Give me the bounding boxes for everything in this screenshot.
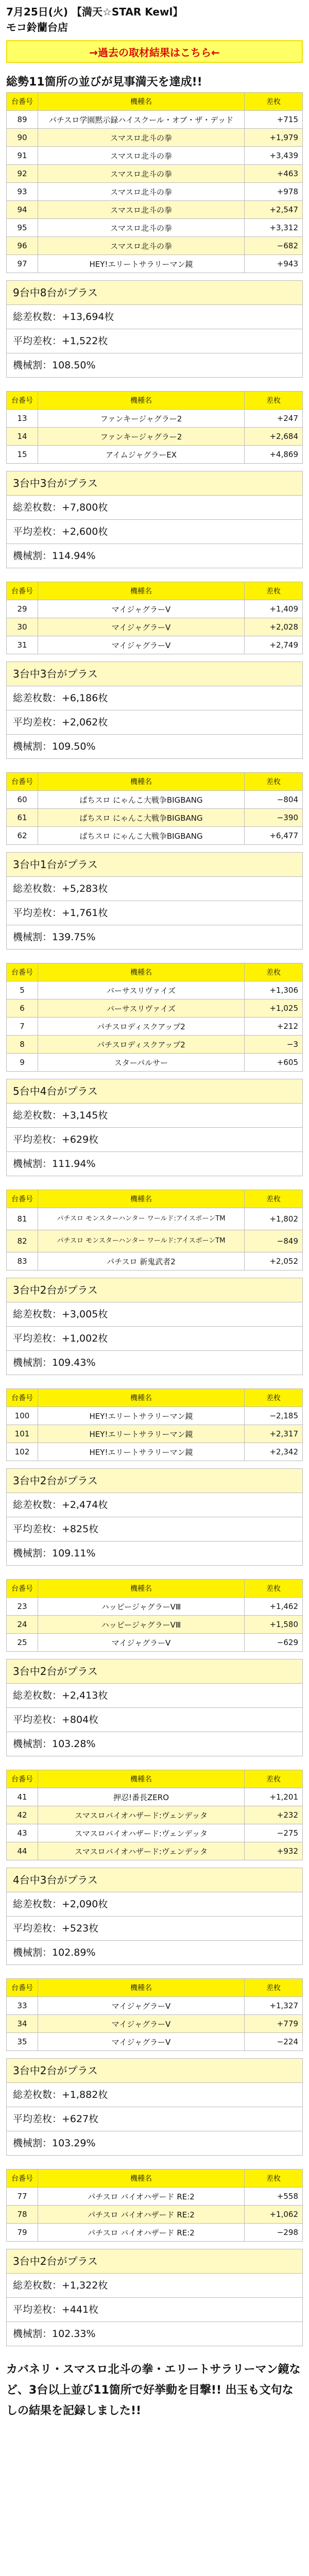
- machine-number: 82: [7, 1230, 38, 1252]
- result-table: [6, 582, 303, 654]
- result-block: [6, 2169, 303, 2346]
- table-header-row: [7, 1389, 303, 1407]
- average-difference: 平均差枚：+1,761枚: [7, 901, 302, 925]
- coin-difference: +1,025: [245, 999, 303, 1018]
- total-difference: 総差枚数：+1,322枚: [7, 2274, 302, 2298]
- table-row: [7, 1806, 303, 1824]
- machine-name: ぱちスロ にゃんこ大戦争BIGBANG: [38, 809, 245, 827]
- column-header: 機種名: [38, 93, 245, 111]
- average-difference: 平均差枚：+629枚: [7, 1128, 302, 1152]
- table-header-row: [7, 1580, 303, 1598]
- block-summary: [6, 1468, 303, 1566]
- payout-rate: 機械割：109.43%: [13, 1357, 96, 1368]
- coin-difference: +1,062: [245, 2206, 303, 2224]
- table-row: [7, 2015, 303, 2033]
- column-header: 機種名: [38, 1770, 245, 1788]
- coin-difference: +943: [245, 255, 303, 273]
- machine-name: パチスロディスクアップ2: [38, 1036, 245, 1054]
- table-row: [7, 2206, 303, 2224]
- coin-difference: +978: [245, 183, 303, 201]
- coin-difference: +247: [245, 410, 303, 428]
- block-summary: [6, 2249, 303, 2346]
- plus-count: 5台中4台がプラス: [7, 1079, 302, 1104]
- block-summary: [6, 2058, 303, 2156]
- coin-difference: −682: [245, 237, 303, 255]
- table-row: [7, 1842, 303, 1860]
- coin-difference: +1,802: [245, 1208, 303, 1230]
- column-header: 差枚: [245, 963, 303, 981]
- machine-name: ぱちスロ にゃんこ大戦争BIGBANG: [38, 827, 245, 845]
- machine-number: 13: [7, 410, 38, 428]
- coin-difference: −804: [245, 791, 303, 809]
- coin-difference: +715: [245, 111, 303, 129]
- block-summary: [6, 1868, 303, 1965]
- result-block: [6, 1770, 303, 1965]
- average-difference: 平均差枚：+2,062枚: [7, 710, 302, 735]
- column-header: 差枚: [245, 773, 303, 791]
- table-row: [7, 1407, 303, 1425]
- coin-difference: −275: [245, 1824, 303, 1842]
- column-header: 差枚: [245, 2170, 303, 2188]
- column-header: 台番号: [7, 1979, 38, 1997]
- machine-name: マイジャグラーV: [38, 600, 245, 618]
- machine-name: スマスロ北斗の拳: [38, 237, 245, 255]
- page-title: 7月25日(火) 【満天☆STAR Kewl】: [6, 6, 183, 18]
- column-header: 差枚: [245, 1770, 303, 1788]
- machine-number: 61: [7, 809, 38, 827]
- table-row: [7, 1425, 303, 1443]
- result-block: [6, 772, 303, 950]
- table-row: [7, 428, 303, 446]
- result-table: [6, 963, 303, 1072]
- table-row: [7, 2188, 303, 2206]
- table-header-row: [7, 773, 303, 791]
- machine-name: パチスロ 新鬼武者2: [38, 1252, 245, 1270]
- machine-name: スマスロ北斗の拳: [38, 219, 245, 237]
- total-difference: 総差枚数：+1,882枚: [7, 2083, 302, 2107]
- table-row: [7, 1252, 303, 1270]
- column-header: 機種名: [38, 582, 245, 600]
- payout-rate: 機械割：103.28%: [13, 1738, 96, 1750]
- coin-difference: −390: [245, 809, 303, 827]
- machine-name: スマスロ北斗の拳: [38, 129, 245, 147]
- block-summary: [6, 471, 303, 568]
- machine-number: 35: [7, 2033, 38, 2051]
- table-row: [7, 791, 303, 809]
- table-row: [7, 636, 303, 654]
- table-header-row: [7, 392, 303, 410]
- coin-difference: +1,306: [245, 981, 303, 999]
- payout-rate: 機械割：114.94%: [13, 550, 96, 562]
- table-header-row: [7, 93, 303, 111]
- total-difference: 総差枚数：+2,090枚: [7, 1892, 302, 1917]
- block-summary: [6, 1079, 303, 1176]
- result-block: [6, 963, 303, 1176]
- column-header: 台番号: [7, 1770, 38, 1788]
- table-row: [7, 827, 303, 845]
- column-header: 差枚: [245, 1190, 303, 1208]
- result-block: [6, 1978, 303, 2156]
- machine-name: 押忍!番長ZERO: [38, 1788, 245, 1806]
- total-difference: 総差枚数：+2,413枚: [7, 1684, 302, 1708]
- machine-name: マイジャグラーV: [38, 1997, 245, 2015]
- result-table: [6, 391, 303, 464]
- total-difference: 総差枚数：+3,145枚: [7, 1104, 302, 1128]
- machine-name: ハッピージャグラーVⅢ: [38, 1598, 245, 1616]
- plus-count: 4台中3台がプラス: [7, 1868, 302, 1892]
- result-block: [6, 391, 303, 568]
- coin-difference: +1,979: [245, 129, 303, 147]
- machine-number: 14: [7, 428, 38, 446]
- plus-count: 3台中3台がプラス: [7, 471, 302, 496]
- machine-name: HEY!エリートサラリーマン鏡: [38, 1443, 245, 1461]
- machine-number: 6: [7, 999, 38, 1018]
- table-row: [7, 1018, 303, 1036]
- table-row: [7, 618, 303, 636]
- machine-name: スターパルサー: [38, 1054, 245, 1072]
- column-header: 機種名: [38, 1580, 245, 1598]
- result-table: [6, 1190, 303, 1270]
- machine-number: 79: [7, 2224, 38, 2242]
- machine-number: 60: [7, 791, 38, 809]
- average-difference: 平均差枚：+1,522枚: [7, 329, 302, 353]
- result-block: [6, 1388, 303, 1566]
- coin-difference: +2,684: [245, 428, 303, 446]
- column-header: 差枚: [245, 1389, 303, 1407]
- result-table: [6, 772, 303, 845]
- machine-number: 94: [7, 201, 38, 219]
- table-row: [7, 129, 303, 147]
- coin-difference: +232: [245, 1806, 303, 1824]
- coin-difference: +2,052: [245, 1252, 303, 1270]
- page-header: [0, 0, 309, 35]
- column-header: 台番号: [7, 582, 38, 600]
- machine-number: 33: [7, 1997, 38, 2015]
- machine-name: マイジャグラーV: [38, 2033, 245, 2051]
- result-table: [6, 1978, 303, 2051]
- table-header-row: [7, 1979, 303, 1997]
- column-header: 台番号: [7, 93, 38, 111]
- plus-count: 3台中2台がプラス: [7, 1278, 302, 1302]
- total-difference: 総差枚数：+3,005枚: [7, 1302, 302, 1327]
- column-header: 差枚: [245, 93, 303, 111]
- machine-name: ファンキージャグラー2: [38, 428, 245, 446]
- payout-rate: 機械割：108.50%: [13, 360, 96, 371]
- table-header-row: [7, 2170, 303, 2188]
- machine-number: 5: [7, 981, 38, 999]
- total-difference: 総差枚数：+2,474枚: [7, 1493, 302, 1517]
- result-table: [6, 1770, 303, 1860]
- column-header: 差枚: [245, 1580, 303, 1598]
- machine-number: 102: [7, 1443, 38, 1461]
- coin-difference: +463: [245, 165, 303, 183]
- coin-difference: +932: [245, 1842, 303, 1860]
- table-row: [7, 1208, 303, 1230]
- machine-number: 96: [7, 237, 38, 255]
- plus-count: 3台中2台がプラス: [7, 2059, 302, 2083]
- average-difference: 平均差枚：+804枚: [7, 1708, 302, 1732]
- machine-name: パチスロ バイオハザード RE:2: [38, 2206, 245, 2224]
- machine-name: HEY!エリートサラリーマン鏡: [38, 1425, 245, 1443]
- machine-number: 24: [7, 1616, 38, 1634]
- machine-name: ハッピージャグラーVⅢ: [38, 1616, 245, 1634]
- headline: 総勢11箇所の並びが見事満天を達成!!: [6, 76, 202, 89]
- table-row: [7, 1997, 303, 2015]
- machine-number: 42: [7, 1806, 38, 1824]
- machine-name: スマスロ北斗の拳: [38, 183, 245, 201]
- result-block: [6, 1190, 303, 1375]
- machine-number: 9: [7, 1054, 38, 1072]
- coin-difference: +2,342: [245, 1443, 303, 1461]
- result-block: [6, 582, 303, 759]
- result-table: [6, 92, 303, 273]
- block-summary: [6, 662, 303, 759]
- payout-rate: 機械割：111.94%: [13, 1158, 96, 1170]
- footer-text: カバネリ・スマスロ北斗の拳・エリートサラリーマン鏡など、3台以上並び11箇所で好挙動を目撃!! 出玉も文句なしの結果を記録しました!!: [6, 2363, 301, 2417]
- machine-number: 34: [7, 2015, 38, 2033]
- coin-difference: +3,439: [245, 147, 303, 165]
- coin-difference: +3,312: [245, 219, 303, 237]
- coin-difference: +2,547: [245, 201, 303, 219]
- coin-difference: +2,749: [245, 636, 303, 654]
- machine-name: スマスロ北斗の拳: [38, 201, 245, 219]
- machine-name: スマスロバイオハザード:ヴェンデッタ: [38, 1824, 245, 1842]
- table-row: [7, 1230, 303, 1252]
- payout-rate: 機械割：102.33%: [13, 2328, 96, 2340]
- coin-difference: +1,462: [245, 1598, 303, 1616]
- average-difference: 平均差枚：+1,002枚: [7, 1327, 302, 1351]
- table-row: [7, 2224, 303, 2242]
- machine-number: 25: [7, 1634, 38, 1652]
- table-row: [7, 111, 303, 129]
- block-summary: [6, 1659, 303, 1756]
- column-header: 機種名: [38, 392, 245, 410]
- table-row: [7, 981, 303, 999]
- total-difference: 総差枚数：+6,186枚: [7, 686, 302, 710]
- machine-name: マイジャグラーV: [38, 2015, 245, 2033]
- coin-difference: +4,869: [245, 446, 303, 464]
- average-difference: 平均差枚：+523枚: [7, 1917, 302, 1941]
- result-table: [6, 1579, 303, 1652]
- table-row: [7, 201, 303, 219]
- column-header: 機種名: [38, 1979, 245, 1997]
- results-list: [0, 92, 309, 2346]
- machine-number: 41: [7, 1788, 38, 1806]
- table-row: [7, 219, 303, 237]
- total-difference: 総差枚数：+7,800枚: [7, 496, 302, 520]
- machine-number: 90: [7, 129, 38, 147]
- table-row: [7, 1598, 303, 1616]
- machine-name: マイジャグラーV: [38, 636, 245, 654]
- coin-difference: +1,580: [245, 1616, 303, 1634]
- machine-number: 101: [7, 1425, 38, 1443]
- machine-name: スマスロバイオハザード:ヴェンデッタ: [38, 1842, 245, 1860]
- machine-number: 44: [7, 1842, 38, 1860]
- coin-difference: +1,409: [245, 600, 303, 618]
- table-row: [7, 183, 303, 201]
- column-header: 機種名: [38, 1389, 245, 1407]
- result-block: [6, 1579, 303, 1756]
- machine-number: 97: [7, 255, 38, 273]
- table-row: [7, 1054, 303, 1072]
- payout-rate: 機械割：103.29%: [13, 2138, 96, 2149]
- machine-name: ファンキージャグラー2: [38, 410, 245, 428]
- payout-rate: 機械割：109.11%: [13, 1548, 96, 1559]
- machine-number: 43: [7, 1824, 38, 1842]
- plus-count: 3台中2台がプラス: [7, 1659, 302, 1684]
- coin-difference: −629: [245, 1634, 303, 1652]
- column-header: 機種名: [38, 773, 245, 791]
- machine-name: スマスロ北斗の拳: [38, 165, 245, 183]
- column-header: 台番号: [7, 2170, 38, 2188]
- table-row: [7, 165, 303, 183]
- machine-number: 83: [7, 1252, 38, 1270]
- table-row: [7, 809, 303, 827]
- machine-name: パチスロ モンスターハンター ワールド:アイスボーンTM: [38, 1230, 245, 1252]
- plus-count: 3台中3台がプラス: [7, 662, 302, 686]
- table-row: [7, 237, 303, 255]
- table-row: [7, 1616, 303, 1634]
- average-difference: 平均差枚：+627枚: [7, 2107, 302, 2131]
- table-header-row: [7, 1190, 303, 1208]
- total-difference: 総差枚数：+13,694枚: [7, 305, 302, 329]
- table-header-row: [7, 582, 303, 600]
- machine-number: 77: [7, 2188, 38, 2206]
- payout-rate: 機械割：139.75%: [13, 931, 96, 943]
- table-row: [7, 1036, 303, 1054]
- machine-name: スマスロ北斗の拳: [38, 147, 245, 165]
- result-block: [6, 92, 303, 378]
- machine-name: パチスロ モンスターハンター ワールド:アイスボーンTM: [38, 1208, 245, 1230]
- coin-difference: +2,028: [245, 618, 303, 636]
- machine-number: 29: [7, 600, 38, 618]
- table-row: [7, 147, 303, 165]
- column-header: 機種名: [38, 2170, 245, 2188]
- machine-number: 7: [7, 1018, 38, 1036]
- machine-name: ぱちスロ にゃんこ大戦争BIGBANG: [38, 791, 245, 809]
- machine-number: 15: [7, 446, 38, 464]
- table-row: [7, 1634, 303, 1652]
- result-table: [6, 1388, 303, 1461]
- machine-name: バーサスリヴァイズ: [38, 981, 245, 999]
- table-row: [7, 1443, 303, 1461]
- column-header: 機種名: [38, 1190, 245, 1208]
- table-header-row: [7, 963, 303, 981]
- table-row: [7, 2033, 303, 2051]
- coin-difference: −3: [245, 1036, 303, 1054]
- coin-difference: +779: [245, 2015, 303, 2033]
- coin-difference: +1,201: [245, 1788, 303, 1806]
- machine-name: アイムジャグラーEX: [38, 446, 245, 464]
- machine-number: 23: [7, 1598, 38, 1616]
- column-header: 台番号: [7, 1580, 38, 1598]
- table-row: [7, 999, 303, 1018]
- machine-number: 81: [7, 1208, 38, 1230]
- coin-difference: +212: [245, 1018, 303, 1036]
- machine-number: 78: [7, 2206, 38, 2224]
- coin-difference: +605: [245, 1054, 303, 1072]
- machine-name: パチスロ バイオハザード RE:2: [38, 2188, 245, 2206]
- block-summary: [6, 280, 303, 378]
- result-table: [6, 2169, 303, 2242]
- average-difference: 平均差枚：+441枚: [7, 2298, 302, 2322]
- table-row: [7, 255, 303, 273]
- table-row: [7, 410, 303, 428]
- column-header: 差枚: [245, 582, 303, 600]
- column-header: 台番号: [7, 392, 38, 410]
- table-row: [7, 600, 303, 618]
- block-summary: [6, 1278, 303, 1375]
- coin-difference: −298: [245, 2224, 303, 2242]
- column-header: 機種名: [38, 963, 245, 981]
- machine-number: 31: [7, 636, 38, 654]
- column-header: 差枚: [245, 1979, 303, 1997]
- plus-count: 9台中8台がプラス: [7, 281, 302, 305]
- machine-number: 92: [7, 165, 38, 183]
- column-header: 台番号: [7, 1389, 38, 1407]
- column-header: 台番号: [7, 1190, 38, 1208]
- machine-number: 95: [7, 219, 38, 237]
- machine-number: 30: [7, 618, 38, 636]
- plus-count: 3台中2台がプラス: [7, 1469, 302, 1493]
- machine-name: パチスロ バイオハザード RE:2: [38, 2224, 245, 2242]
- machine-name: パチスロディスクアップ2: [38, 1018, 245, 1036]
- average-difference: 平均差枚：+2,600枚: [7, 520, 302, 544]
- machine-number: 8: [7, 1036, 38, 1054]
- table-header-row: [7, 1770, 303, 1788]
- table-row: [7, 1788, 303, 1806]
- coin-difference: +2,317: [245, 1425, 303, 1443]
- coin-difference: +1,327: [245, 1997, 303, 2015]
- table-row: [7, 1824, 303, 1842]
- machine-name: マイジャグラーV: [38, 1634, 245, 1652]
- total-difference: 総差枚数：+5,283枚: [7, 877, 302, 901]
- past-results-link[interactable]: →過去の取材結果はこちら←: [6, 40, 303, 63]
- machine-number: 62: [7, 827, 38, 845]
- column-header: 台番号: [7, 773, 38, 791]
- machine-number: 89: [7, 111, 38, 129]
- payout-rate: 機械割：102.89%: [13, 1947, 96, 1958]
- coin-difference: −849: [245, 1230, 303, 1252]
- machine-number: 91: [7, 147, 38, 165]
- table-row: [7, 446, 303, 464]
- coin-difference: −224: [245, 2033, 303, 2051]
- plus-count: 3台中2台がプラス: [7, 2249, 302, 2274]
- payout-rate: 機械割：109.50%: [13, 741, 96, 752]
- coin-difference: +558: [245, 2188, 303, 2206]
- machine-name: パチスロ学園黙示録ハイスクール・オブ・ザ・デッド: [38, 111, 245, 129]
- coin-difference: −2,185: [245, 1407, 303, 1425]
- coin-difference: +6,477: [245, 827, 303, 845]
- column-header: 差枚: [245, 392, 303, 410]
- machine-number: 100: [7, 1407, 38, 1425]
- average-difference: 平均差枚：+825枚: [7, 1517, 302, 1541]
- machine-name: マイジャグラーV: [38, 618, 245, 636]
- store-name: モコ鈴蘭台店: [6, 21, 68, 33]
- machine-name: バーサスリヴァイズ: [38, 999, 245, 1018]
- machine-name: スマスロバイオハザード:ヴェンデッタ: [38, 1806, 245, 1824]
- machine-name: HEY!エリートサラリーマン鏡: [38, 255, 245, 273]
- machine-name: HEY!エリートサラリーマン鏡: [38, 1407, 245, 1425]
- machine-number: 93: [7, 183, 38, 201]
- plus-count: 3台中1台がプラス: [7, 853, 302, 877]
- column-header: 台番号: [7, 963, 38, 981]
- block-summary: [6, 852, 303, 950]
